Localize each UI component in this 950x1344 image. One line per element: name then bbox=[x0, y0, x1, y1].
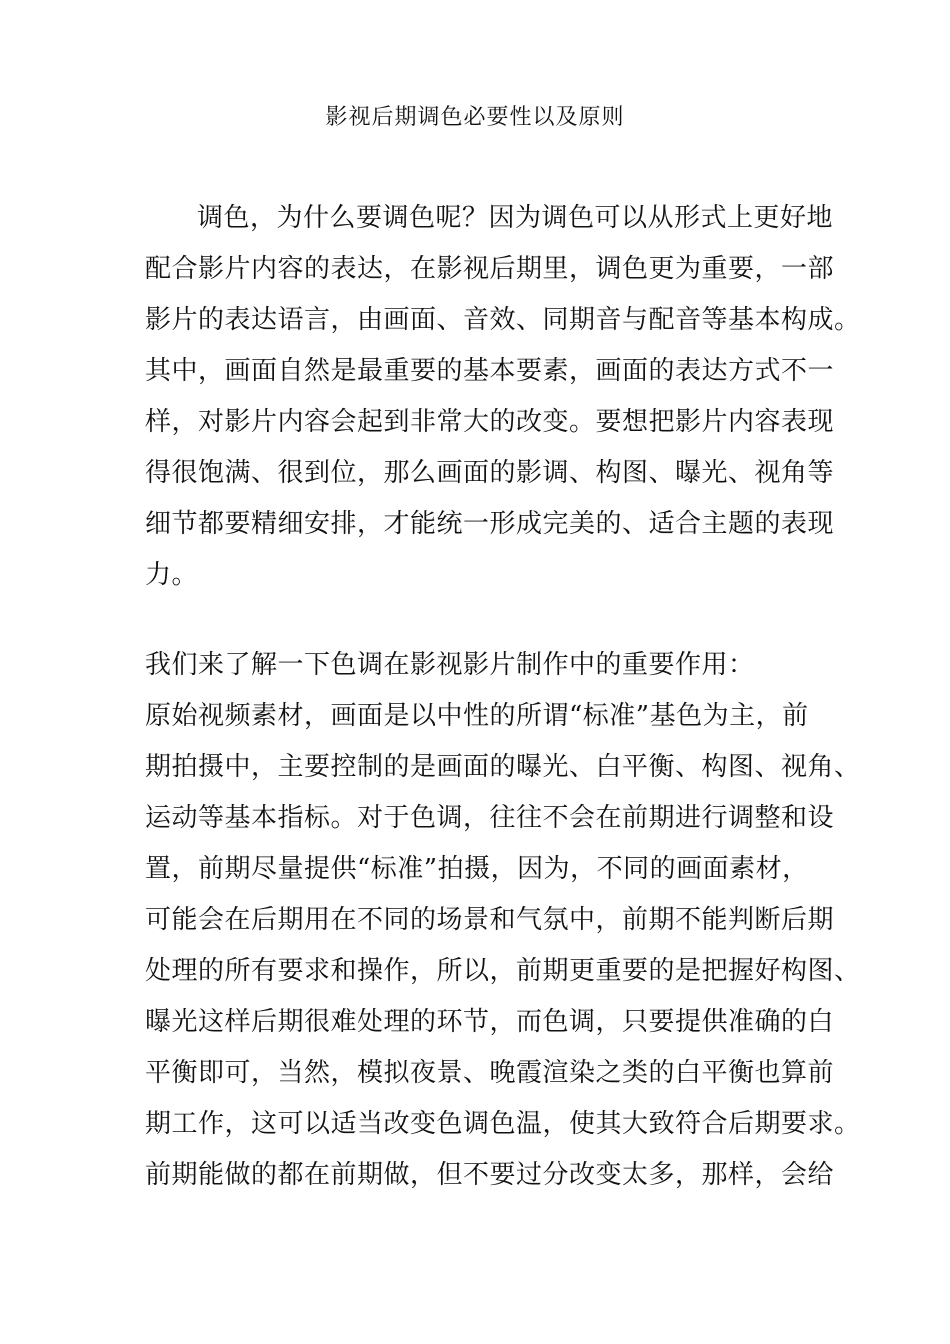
paragraph-line: 处理的所有要求和操作，所以，前期更重要的是把握好构图、 bbox=[145, 956, 861, 986]
paragraph-line: 力。 bbox=[145, 560, 199, 590]
paragraph-role-of-color bbox=[145, 640, 861, 1201]
paragraph-line: 调色，为什么要调色呢？因为调色可以从形式上更好地 bbox=[197, 203, 834, 233]
paragraph-line: 我们来了解一下色调在影视影片制作中的重要作用： bbox=[145, 650, 755, 680]
document-title: 影视后期调色必要性以及原则 bbox=[325, 105, 625, 130]
paragraph-line: 细节都要精细安排，才能统一形成完美的、适合主题的表现 bbox=[145, 509, 835, 539]
paragraph-line: 前期能做的都在前期做，但不要过分改变太多，那样，会给 bbox=[145, 1160, 835, 1190]
paragraph-line: 影片的表达语言，由画面、音效、同期音与配音等基本构成。 bbox=[145, 305, 861, 335]
paragraph-line: 配合影片内容的表达，在影视后期里，调色更为重要，一部 bbox=[145, 254, 835, 284]
paragraph-intro bbox=[145, 193, 861, 601]
paragraph-line: 期拍摄中，主要控制的是画面的曝光、白平衡、构图、视角、 bbox=[145, 752, 861, 782]
paragraph-line: 置，前期尽量提供“标准”拍摄，因为，不同的画面素材， bbox=[145, 854, 809, 884]
paragraph-line: 平衡即可，当然，模拟夜景、晚霞渲染之类的白平衡也算前 bbox=[145, 1058, 835, 1088]
paragraph-line: 可能会在后期用在不同的场景和气氛中，前期不能判断后期 bbox=[145, 905, 835, 935]
paragraph-line: 样，对影片内容会起到非常大的改变。要想把影片内容表现 bbox=[145, 407, 835, 437]
paragraph-line: 曝光这样后期很难处理的环节，而色调，只要提供准确的白 bbox=[145, 1007, 835, 1037]
paragraph-line: 其中，画面自然是最重要的基本要素，画面的表达方式不一 bbox=[145, 356, 835, 386]
paragraph-line: 运动等基本指标。对于色调，往往不会在前期进行调整和设 bbox=[145, 803, 835, 833]
paragraph-line: 原始视频素材，画面是以中性的所谓“标准”基色为主，前 bbox=[145, 701, 809, 731]
paragraph-line: 期工作，这可以适当改变色调色温，使其大致符合后期要求。 bbox=[145, 1109, 861, 1139]
paragraph-line: 得很饱满、很到位，那么画面的影调、构图、曝光、视角等 bbox=[145, 458, 835, 488]
